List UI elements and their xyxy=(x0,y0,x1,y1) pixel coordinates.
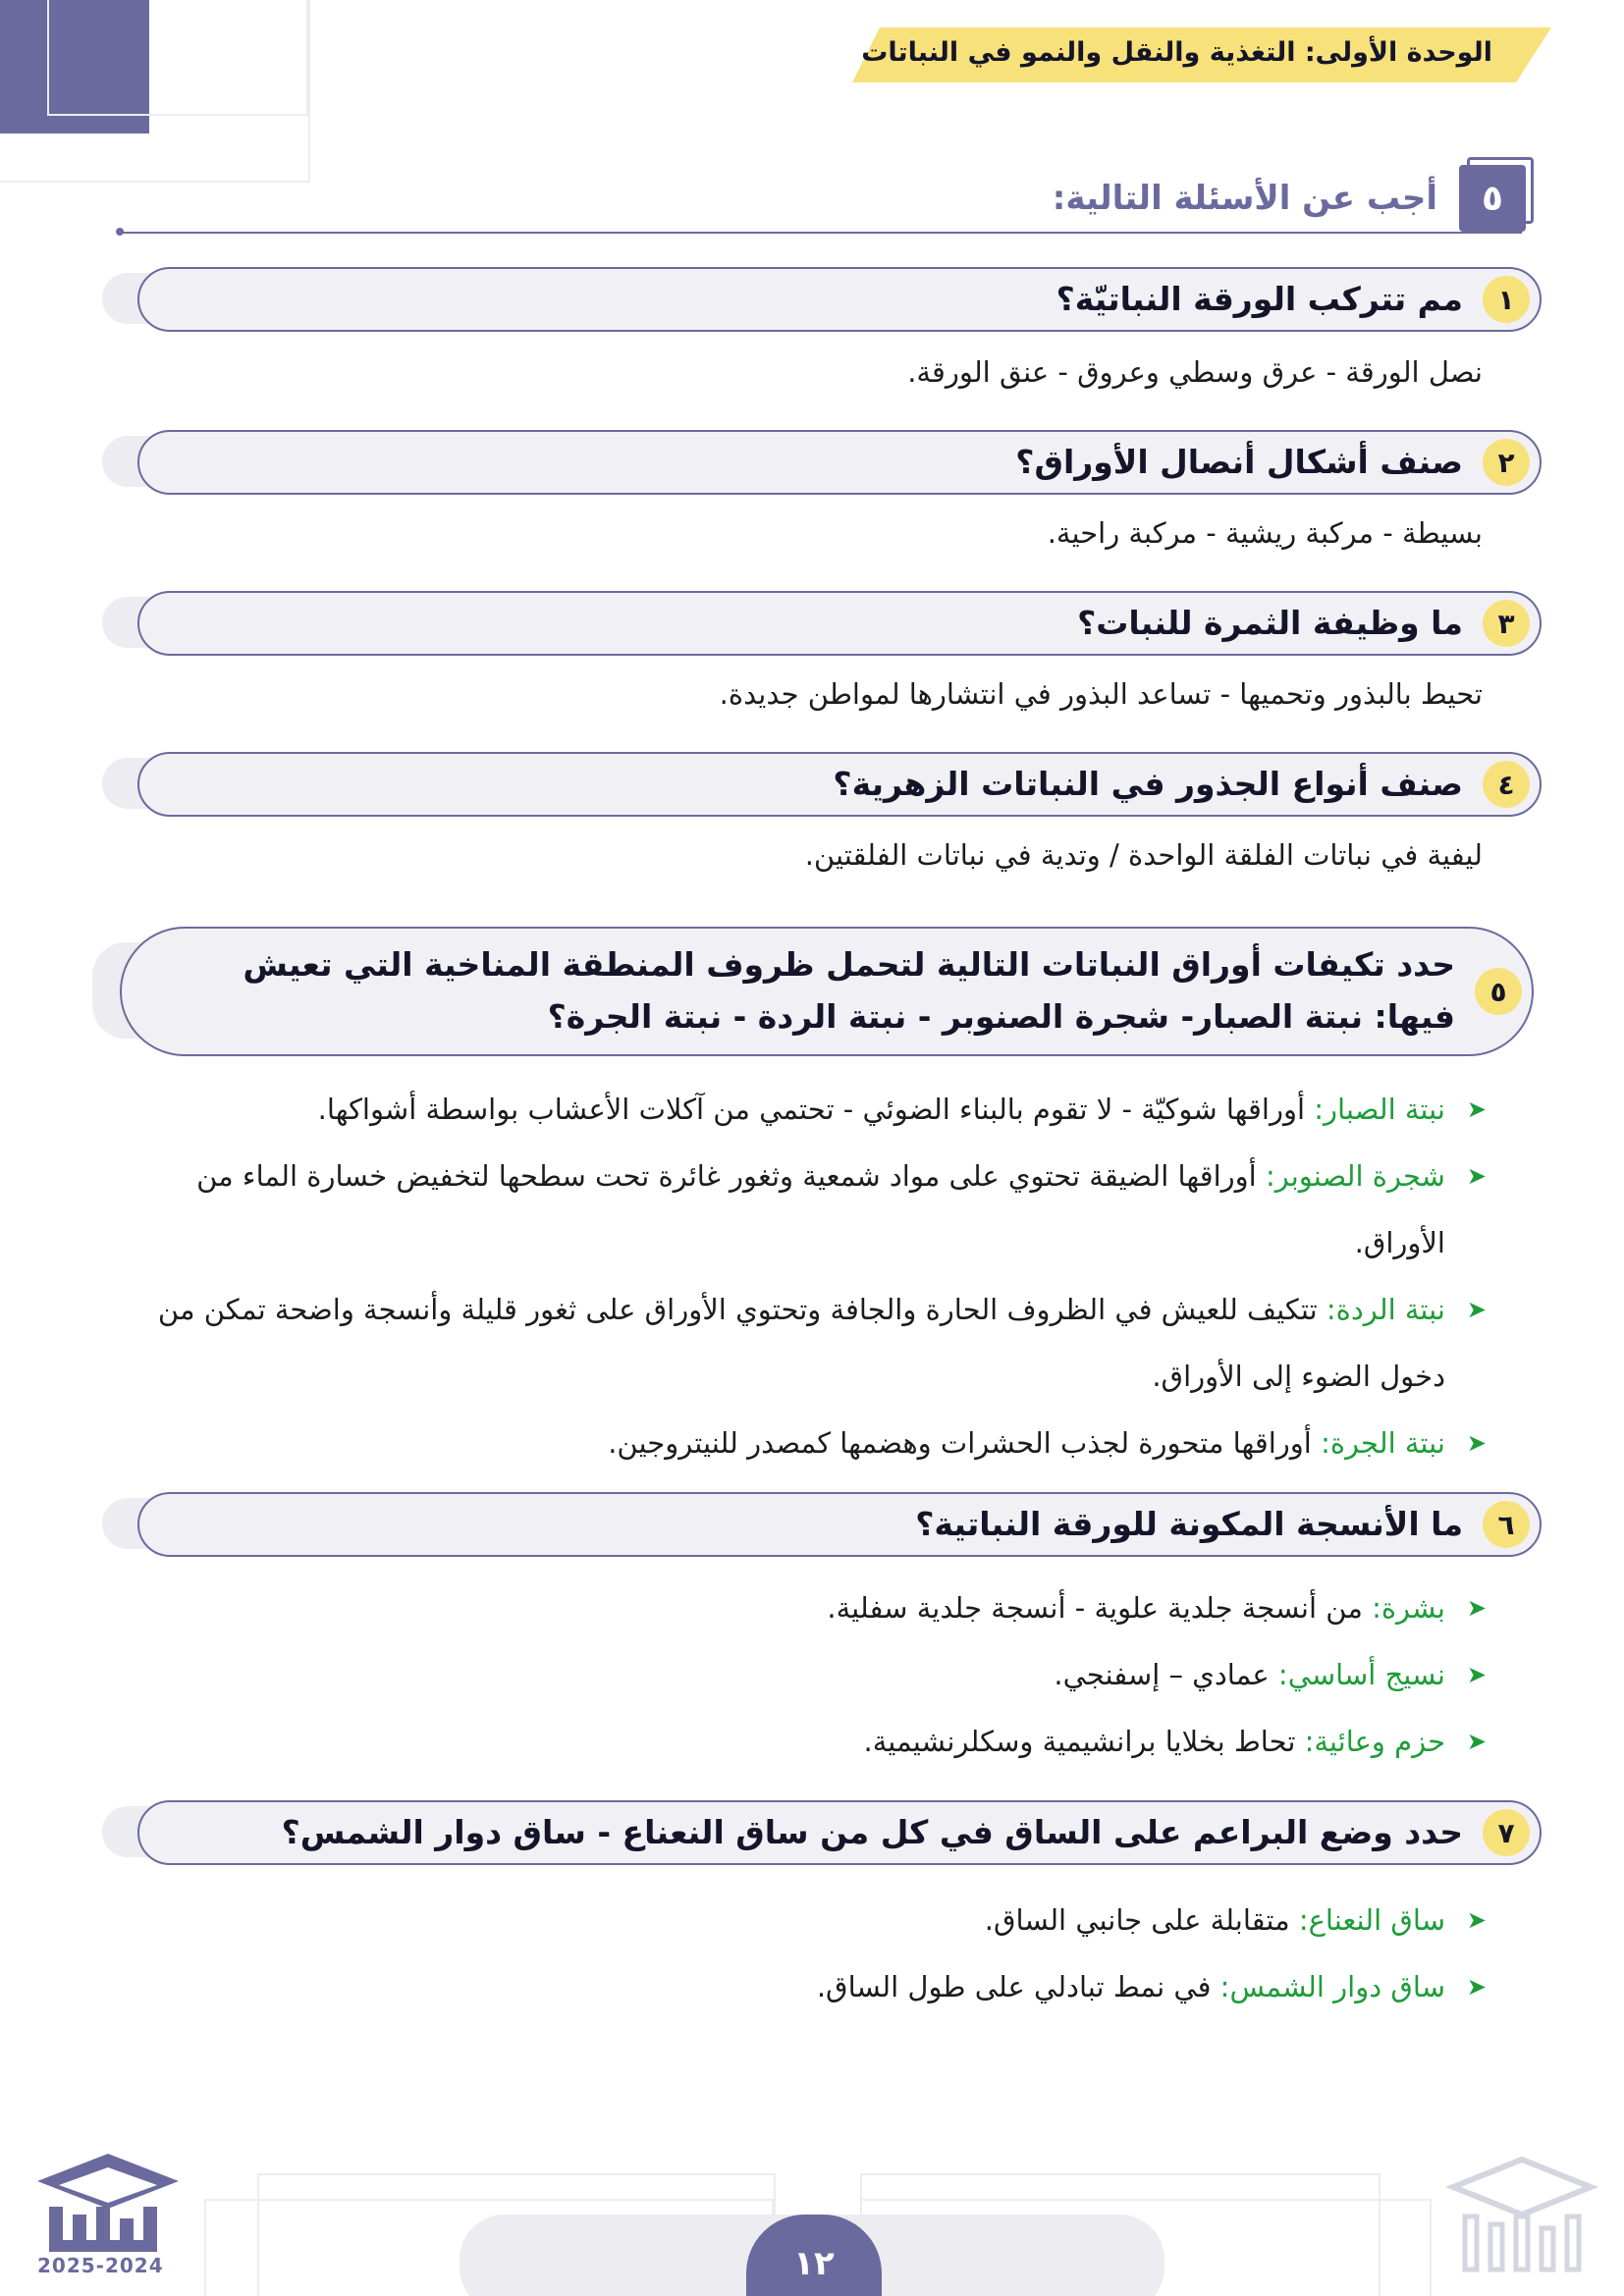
question-bar-5 xyxy=(120,927,1534,1056)
item-label: ساق النعناع: xyxy=(1298,1903,1445,1937)
question-number: ٢ xyxy=(1483,439,1530,486)
list-item xyxy=(118,1641,1487,1708)
arrow-right-icon: ➤ xyxy=(1466,1162,1487,1190)
item-text: أوراقها شوكيّة - لا تقوم بالبناء الضوئي - تحتمي من آكلات الأعشاب بواسطة أشواكها. xyxy=(317,1093,1315,1126)
question-number: ٥ xyxy=(1475,968,1522,1015)
answer-list-5 xyxy=(118,1076,1487,1476)
question-number: ٧ xyxy=(1483,1809,1530,1856)
question-text: حدد وضع البراعم على الساق في كل من ساق النعناع - ساق دوار الشمس؟ xyxy=(281,1812,1463,1851)
list-item xyxy=(118,1276,1487,1410)
graduation-cap-icon xyxy=(29,2150,187,2258)
page-number: ١٢ xyxy=(746,2215,882,2296)
answer-text: تحيط بالبذور وتحميها - تساعد البذور في انتشارها لمواطن جديدة. xyxy=(719,677,1483,711)
list-item xyxy=(118,1708,1487,1775)
list-item xyxy=(118,1076,1487,1143)
arrow-right-icon: ➤ xyxy=(1466,1296,1487,1323)
item-text: في نمط تبادلي على طول الساق. xyxy=(816,1970,1220,2003)
arrow-right-icon: ➤ xyxy=(1466,1728,1487,1755)
item-text: عمادي – إسفنجي. xyxy=(1054,1658,1278,1691)
item-text: تحاط بخلايا برانشيمية وسكلرنشيمية. xyxy=(863,1725,1305,1758)
arrow-right-icon: ➤ xyxy=(1466,1661,1487,1688)
list-item xyxy=(118,1575,1487,1641)
answer-text: بسيطة - مركبة ريشية - مركبة راحية. xyxy=(1047,516,1483,550)
question-number: ٣ xyxy=(1483,600,1530,647)
section-title: أجب عن الأسئلة التالية: xyxy=(1052,179,1437,218)
item-text: تتكيف للعيش في الظروف الحارة والجافة وتحتوي الأوراق على ثغور قليلة وأنسجة واضحة تمكن من دخول الضوء إلى الأوراق. xyxy=(157,1293,1445,1393)
item-label: حزم وعائية: xyxy=(1304,1725,1445,1758)
item-label: نسيج أساسي: xyxy=(1277,1658,1445,1691)
item-label: ساق دوار الشمس: xyxy=(1219,1970,1445,2003)
question-text: حدد تكيفات أوراق النباتات التالية لتحمل ظروف المنطقة المناخية التي تعيش فيها: نبتة الصبار- شجرة الصنوبر - نبتة الردة - نبتة الجرة؟ xyxy=(243,945,1455,1036)
question-text: ما الأنسجة المكونة للورقة النباتية؟ xyxy=(915,1504,1463,1543)
item-text: من أنسجة جلدية علوية - أنسجة جلدية سفلية. xyxy=(827,1591,1373,1625)
question-number: ٦ xyxy=(1483,1501,1530,1548)
list-item xyxy=(118,1887,1487,1953)
item-label: شجرة الصنوبر: xyxy=(1265,1159,1445,1193)
item-label: نبتة الردة: xyxy=(1326,1293,1445,1326)
question-text: مم تتركب الورقة النباتيّة؟ xyxy=(1056,279,1463,318)
section-divider xyxy=(118,232,1522,234)
question-text: صنف أنواع الجذور في النباتات الزهرية؟ xyxy=(833,764,1463,803)
graduation-cap-icon xyxy=(1443,2156,1600,2283)
item-label: بشرة: xyxy=(1372,1591,1445,1625)
item-label: نبتة الصبار: xyxy=(1314,1093,1445,1126)
item-text: أوراقها الضيقة تحتوي على مواد شمعية وثغور غائرة تحت سطحها لتخفيض خسارة الماء من الأوراق. xyxy=(196,1159,1445,1259)
answer-text: ليفية في نباتات الفلقة الواحدة / وتدية في نباتات الفلقتين. xyxy=(804,838,1483,872)
unit-banner xyxy=(852,27,1551,82)
question-number: ٤ xyxy=(1483,761,1530,808)
list-item xyxy=(118,1410,1487,1476)
section-header xyxy=(1053,165,1526,232)
item-text: أوراقها متحورة لجذب الحشرات وهضمها كمصدر للنيتروجين. xyxy=(608,1426,1322,1460)
corner-frame-line xyxy=(0,0,310,183)
question-bar-2 xyxy=(137,430,1542,495)
arrow-right-icon: ➤ xyxy=(1466,1906,1487,1934)
answer-text: نصل الورقة - عرق وسطي وعروق - عنق الورقة. xyxy=(907,355,1483,389)
question-bar-7 xyxy=(137,1800,1542,1865)
question-bar-1 xyxy=(137,267,1542,332)
item-text: متقابلة على جانبي الساق. xyxy=(984,1903,1299,1937)
question-bar-4 xyxy=(137,752,1542,817)
arrow-right-icon: ➤ xyxy=(1466,1973,1487,2001)
answer-list-7 xyxy=(118,1887,1487,2020)
question-text: ما وظيفة الثمرة للنبات؟ xyxy=(1077,603,1463,642)
logo-year: 2025-2024 xyxy=(37,2254,164,2277)
list-item xyxy=(118,1143,1487,1276)
question-bar-6 xyxy=(137,1492,1542,1557)
unit-title: الوحدة الأولى: التغذية والنقل والنمو في النباتات xyxy=(861,37,1492,68)
section-number: ٥ xyxy=(1459,165,1526,232)
section-divider-dot xyxy=(116,228,124,236)
arrow-right-icon: ➤ xyxy=(1466,1594,1487,1622)
arrow-right-icon: ➤ xyxy=(1466,1429,1487,1457)
arrow-right-icon: ➤ xyxy=(1466,1095,1487,1123)
item-label: نبتة الجرة: xyxy=(1321,1426,1445,1460)
answer-list-6 xyxy=(118,1575,1487,1775)
brand-logo-watermark xyxy=(1443,2156,1600,2283)
list-item xyxy=(118,1953,1487,2020)
question-text: صنف أشكال أنصال الأوراق؟ xyxy=(1015,442,1463,481)
question-number: ١ xyxy=(1483,276,1530,323)
question-bar-3 xyxy=(137,591,1542,656)
